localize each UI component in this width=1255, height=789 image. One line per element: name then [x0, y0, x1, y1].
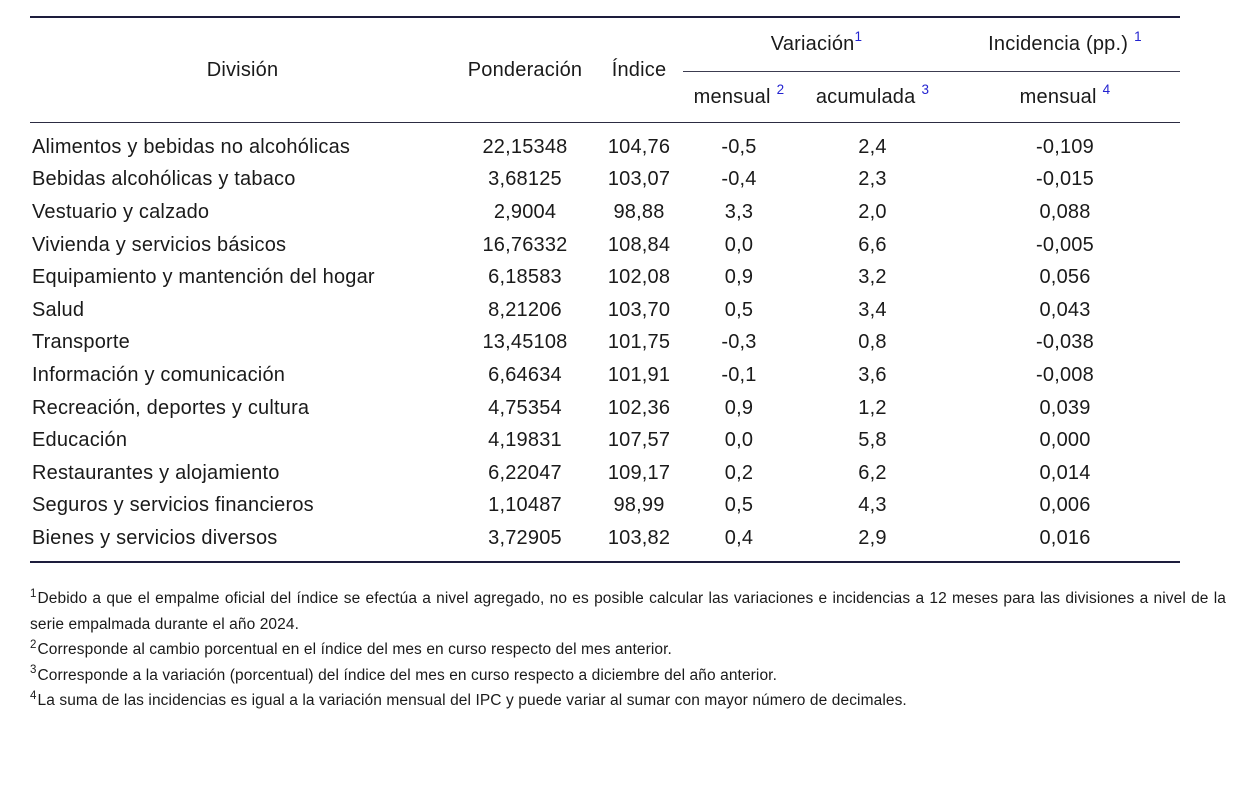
cell-variacion-mensual: 0,0 — [724, 429, 754, 452]
table-row — [30, 123, 1180, 164]
table-row — [30, 261, 1180, 294]
footnote-4-mark: 4 — [30, 689, 37, 702]
header-incidencia-mensual — [950, 72, 1180, 123]
cell-ponderacion: 6,22047 — [488, 461, 562, 484]
cell-variacion-mensual: -0,1 — [721, 363, 757, 386]
footnote-mark-4: 4 — [1102, 81, 1111, 97]
cell-division: Vivienda y servicios básicos — [32, 233, 287, 256]
cell-ponderacion: 16,76332 — [482, 233, 568, 256]
cell-indice: 103,82 — [607, 526, 671, 549]
cell-incidencia-mensual: -0,109 — [1036, 135, 1094, 158]
cell-ponderacion: 2,9004 — [493, 200, 557, 223]
table-body — [30, 123, 1180, 562]
header-variacion-mensual-label: mensual — [693, 85, 771, 108]
cell-incidencia-mensual: 0,006 — [1039, 494, 1091, 517]
header-variacion-acumulada — [795, 72, 950, 123]
cell-ponderacion: 4,19831 — [488, 429, 562, 452]
cell-incidencia-mensual: -0,008 — [1036, 363, 1094, 386]
cell-division: Restaurantes y alojamiento — [32, 461, 280, 484]
cell-variacion-acumulada: 3,4 — [858, 298, 887, 321]
cell-incidencia-mensual: 0,039 — [1039, 396, 1091, 419]
cell-division: Recreación, deportes y cultura — [32, 396, 310, 419]
header-indice — [595, 17, 683, 123]
cell-incidencia-mensual: 0,014 — [1039, 461, 1091, 484]
header-variacion-mensual — [683, 72, 795, 123]
footnote-4 — [30, 688, 1226, 714]
cell-variacion-mensual: 3,3 — [724, 200, 754, 223]
cell-variacion-acumulada: 6,2 — [858, 461, 887, 484]
cell-variacion-mensual: -0,5 — [721, 135, 757, 158]
footnote-mark-2: 2 — [776, 81, 785, 97]
footnote-mark-1: 1 — [1134, 29, 1142, 45]
cell-variacion-acumulada: 2,4 — [858, 135, 887, 158]
table-row — [30, 392, 1180, 425]
table-row — [30, 457, 1180, 490]
table-row — [30, 196, 1180, 229]
cell-incidencia-mensual: 0,043 — [1039, 298, 1091, 321]
cell-ponderacion: 8,21206 — [488, 298, 562, 321]
footnote-2-text: Corresponde al cambio porcentual en el índice del mes en curso respecto del mes anterior. — [37, 641, 672, 658]
cell-incidencia-mensual: 0,000 — [1039, 429, 1091, 452]
cell-ponderacion: 13,45108 — [482, 331, 568, 354]
footnote-1-text: Debido a que el empalme oficial del índice se efectúa a nivel agregado, no es posible calcular las variaciones e incidencias a 12 meses para las divisiones a nivel de la serie empalmada durante el año 2024. — [30, 590, 1226, 633]
cell-variacion-mensual: 0,9 — [724, 396, 754, 419]
cell-variacion-mensual: 0,0 — [724, 233, 754, 256]
header-incidencia — [950, 17, 1180, 72]
footnote-2-mark: 2 — [30, 638, 37, 651]
cell-variacion-acumulada: 2,9 — [858, 526, 887, 549]
cell-variacion-mensual: 0,5 — [724, 494, 754, 517]
header-incidencia-mensual-label: mensual — [1019, 85, 1097, 108]
cell-division: Información y comunicación — [32, 363, 286, 386]
cell-division: Equipamiento y mantención del hogar — [32, 266, 375, 289]
cell-variacion-acumulada: 2,0 — [858, 200, 887, 223]
cell-incidencia-mensual: 0,016 — [1039, 526, 1091, 549]
cell-indice: 101,75 — [607, 331, 671, 354]
cell-division: Bienes y servicios diversos — [32, 526, 278, 549]
cell-variacion-acumulada: 0,8 — [858, 331, 887, 354]
cell-variacion-mensual: -0,4 — [721, 168, 757, 191]
cell-indice: 98,88 — [613, 200, 665, 223]
cell-incidencia-mensual: 0,056 — [1039, 266, 1091, 289]
cell-indice: 108,84 — [607, 233, 671, 256]
table-header — [30, 17, 1180, 123]
table-row — [30, 164, 1180, 197]
cell-indice: 101,91 — [607, 363, 671, 386]
cell-incidencia-mensual: -0,005 — [1036, 233, 1094, 256]
cell-variacion-mensual: 0,9 — [724, 266, 754, 289]
cell-incidencia-mensual: -0,015 — [1036, 168, 1094, 191]
footnote-1-mark: 1 — [30, 587, 37, 600]
cell-indice: 107,57 — [607, 429, 671, 452]
cell-variacion-acumulada: 2,3 — [858, 168, 887, 191]
cell-division: Salud — [32, 298, 85, 321]
cell-ponderacion: 4,75354 — [488, 396, 562, 419]
cell-variacion-acumulada: 6,6 — [858, 233, 887, 256]
cell-ponderacion: 22,15348 — [482, 135, 568, 158]
ipc-divisions-table — [30, 16, 1180, 563]
table-row — [30, 522, 1180, 562]
table-row — [30, 490, 1180, 523]
cell-division: Bebidas alcohólicas y tabaco — [32, 168, 296, 191]
cell-division: Educación — [32, 429, 128, 452]
cell-indice: 103,70 — [607, 298, 671, 321]
cell-ponderacion: 6,64634 — [488, 363, 562, 386]
table-row — [30, 424, 1180, 457]
footnote-mark-1: 1 — [854, 29, 863, 45]
cell-variacion-acumulada: 3,6 — [858, 363, 887, 386]
header-indice-label: Índice — [611, 58, 667, 81]
header-variacion — [683, 17, 950, 72]
cell-variacion-mensual: -0,3 — [721, 331, 757, 354]
header-variacion-acumulada-label: acumulada — [815, 85, 916, 108]
cell-ponderacion: 1,10487 — [488, 494, 562, 517]
cell-division: Seguros y servicios financieros — [32, 494, 314, 517]
header-ponderacion — [455, 17, 595, 123]
footnote-mark-3: 3 — [921, 81, 930, 97]
footnote-2 — [30, 637, 1226, 663]
cell-indice: 98,99 — [613, 494, 665, 517]
cell-variacion-acumulada: 3,2 — [858, 266, 887, 289]
footnotes — [30, 586, 1226, 714]
table-row — [30, 294, 1180, 327]
cell-indice: 102,08 — [607, 266, 671, 289]
cell-variacion-mensual: 0,5 — [724, 298, 754, 321]
cell-indice: 103,07 — [607, 168, 671, 191]
header-division — [30, 17, 455, 123]
footnote-3 — [30, 663, 1226, 689]
header-ponderacion-label: Ponderación — [467, 58, 583, 81]
cell-variacion-mensual: 0,4 — [724, 526, 754, 549]
header-variacion-label: Variación — [770, 33, 855, 55]
cell-ponderacion: 3,68125 — [488, 168, 562, 191]
cell-variacion-acumulada: 5,8 — [858, 429, 887, 452]
footnote-3-mark: 3 — [30, 664, 37, 677]
table-row — [30, 327, 1180, 360]
header-division-label: División — [206, 58, 279, 81]
footnote-4-text: La suma de las incidencias es igual a la variación mensual del IPC y puede variar al sumar con mayor número de decimales. — [37, 692, 907, 709]
cell-incidencia-mensual: 0,088 — [1039, 200, 1091, 223]
cell-division: Alimentos y bebidas no alcohólicas — [32, 135, 351, 158]
cell-division: Vestuario y calzado — [32, 200, 210, 223]
cell-variacion-acumulada: 4,3 — [858, 494, 887, 517]
footnote-1 — [30, 586, 1226, 637]
cell-ponderacion: 3,72905 — [488, 526, 562, 549]
header-incidencia-label: Incidencia (pp.) — [988, 33, 1129, 55]
header-group-row — [30, 17, 1180, 72]
table-row — [30, 359, 1180, 392]
footnote-3-text: Corresponde a la variación (porcentual) del índice del mes en curso respecto a diciembre del año anterior. — [37, 666, 778, 684]
cell-indice: 102,36 — [607, 396, 671, 419]
table-row — [30, 229, 1180, 262]
cell-variacion-acumulada: 1,2 — [858, 396, 887, 419]
cell-ponderacion: 6,18583 — [488, 266, 562, 289]
cell-variacion-mensual: 0,2 — [724, 461, 754, 484]
cell-indice: 104,76 — [607, 135, 671, 158]
cell-indice: 109,17 — [607, 461, 671, 484]
cell-division: Transporte — [32, 331, 130, 354]
cell-incidencia-mensual: -0,038 — [1036, 331, 1094, 354]
